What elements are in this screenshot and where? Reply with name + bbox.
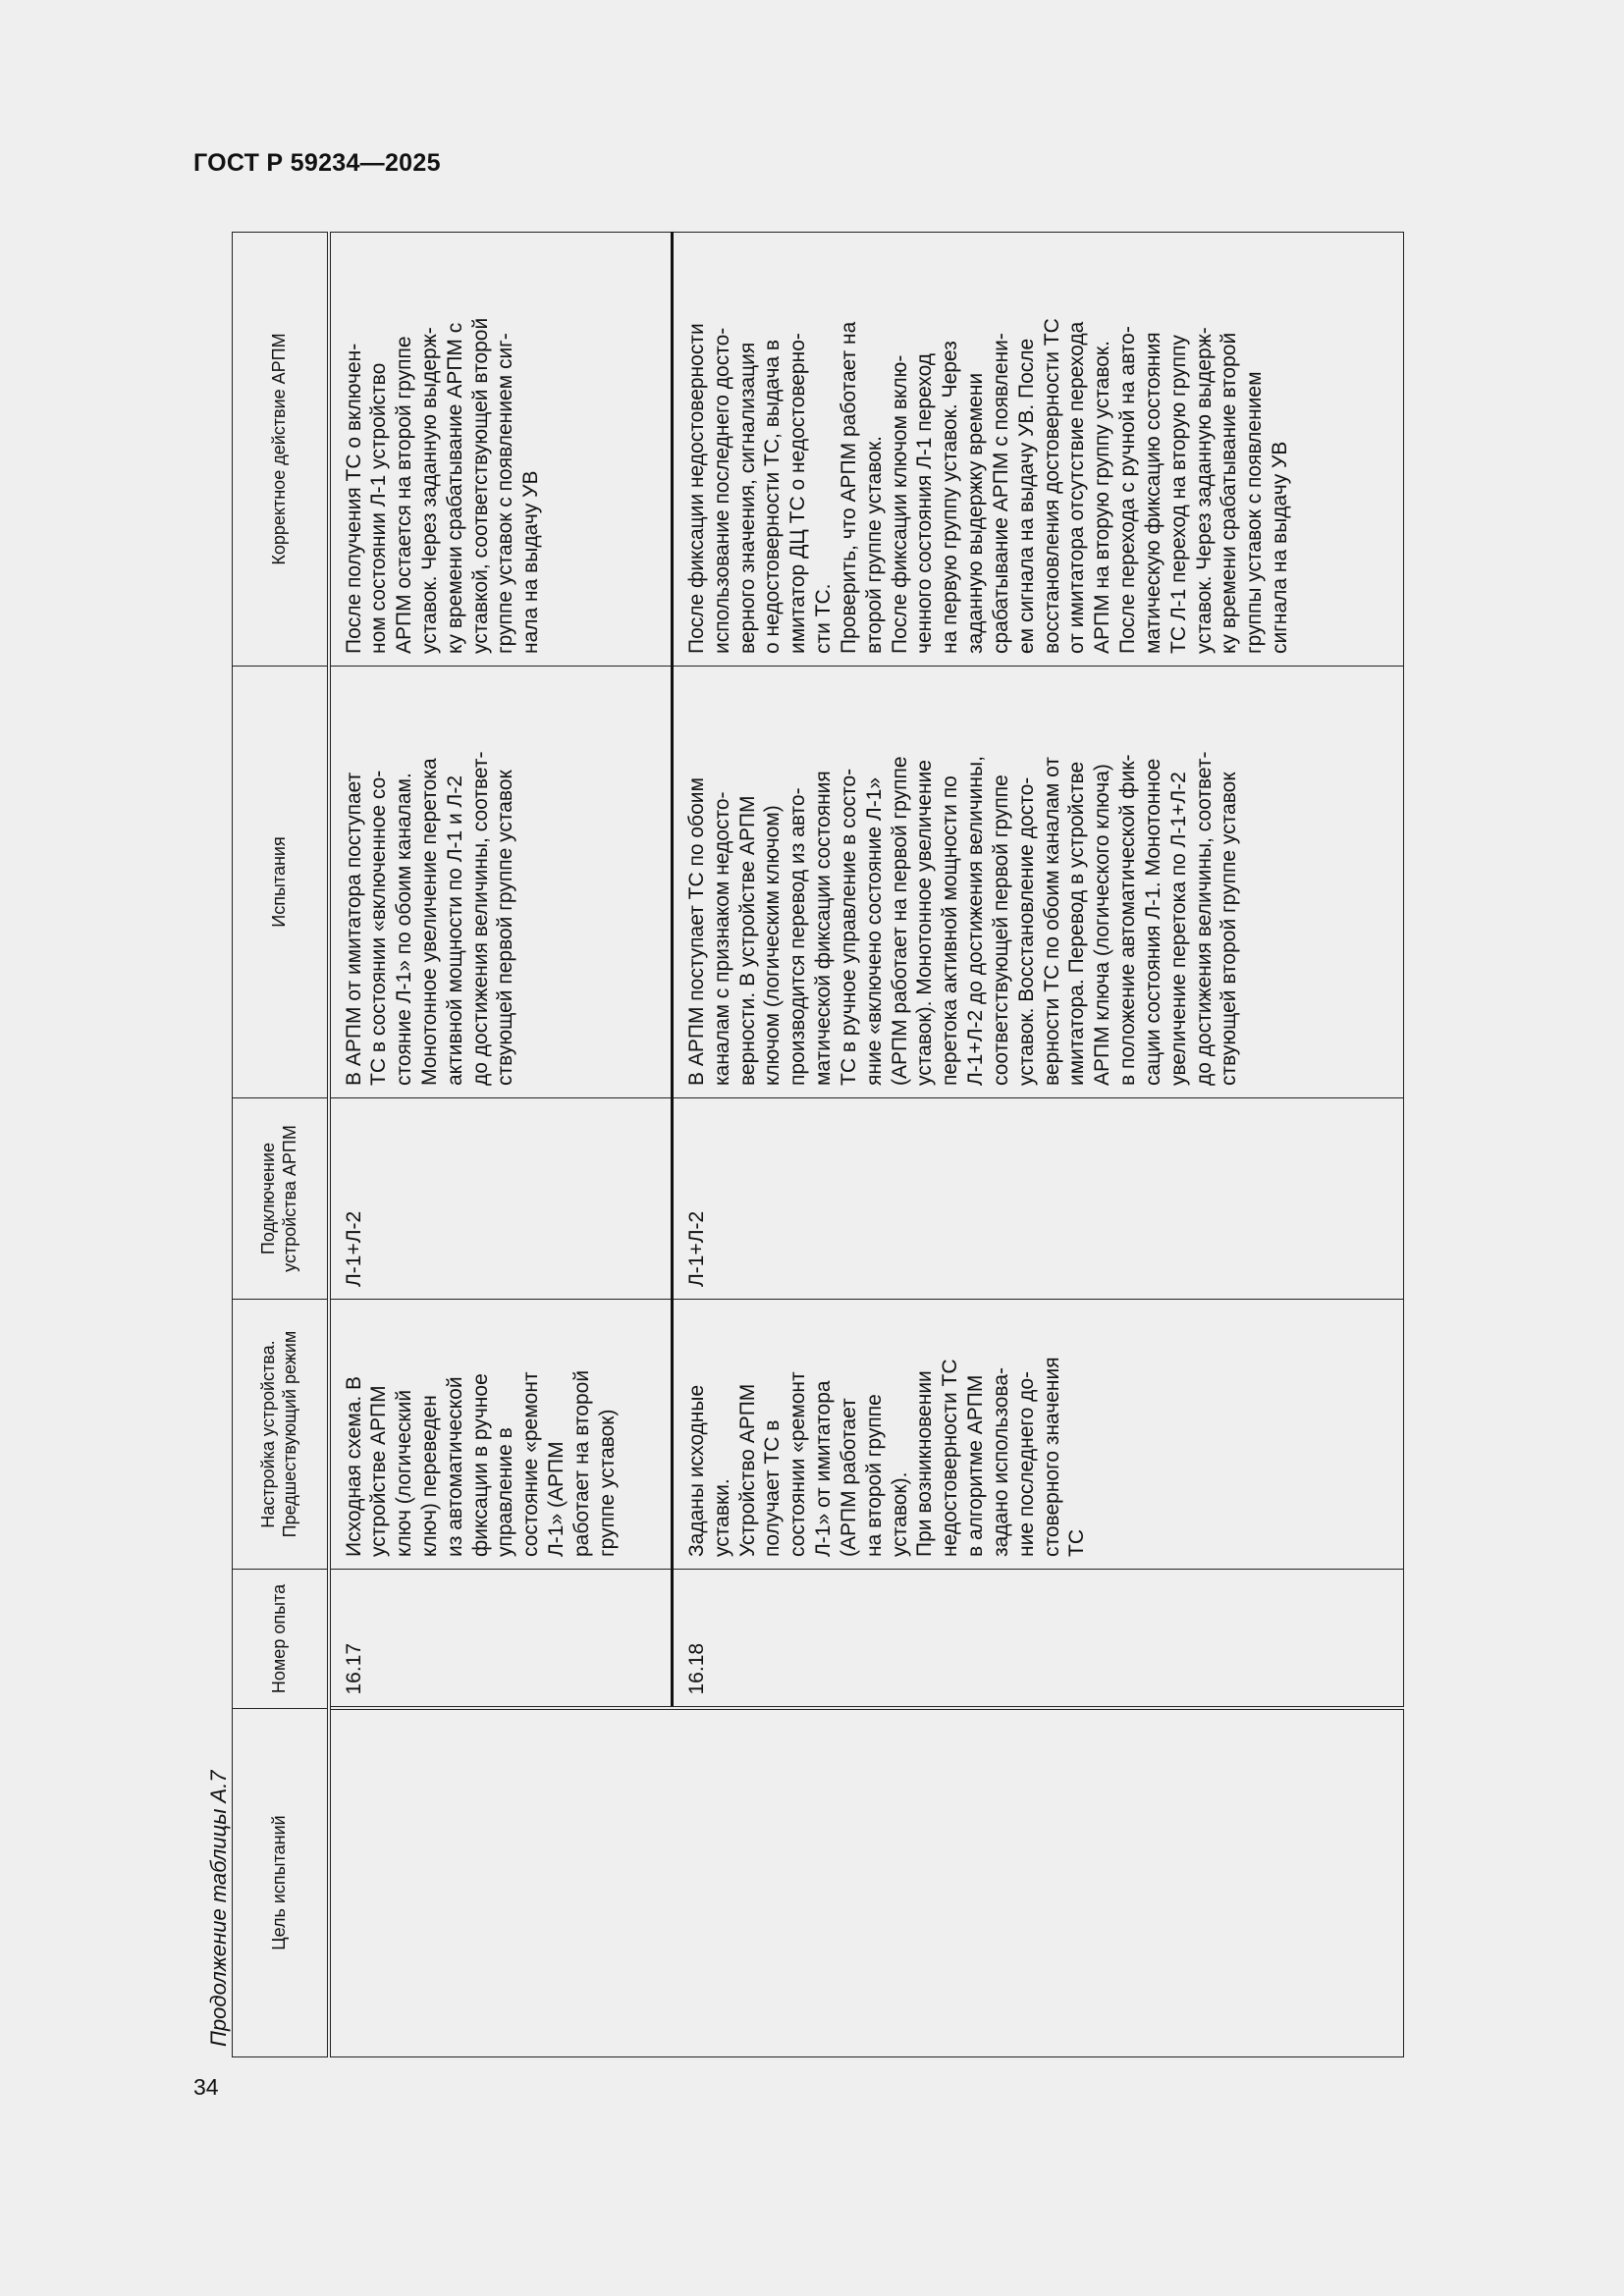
connection-cell: Л-1+Л-2 — [673, 1098, 1404, 1300]
table-row — [329, 233, 673, 2057]
column-header-setup: Настройка устройства. Предшествующий режим — [233, 1300, 329, 1570]
test-number-cell: 16.18 — [673, 1570, 1404, 1709]
correct-action-cell: После фиксации недостоверности использование последнего досто- верного значения, сигнализация о недостоверности ТС, выдача в имитатор ДЦ ТС о недостоверно- сти ТС. Проверить, что АРПМ работает на второй группе уставок. После фиксации ключом вклю- ченного состояния Л-1 переход на первую группу уставок. Через заданную выдержку времени срабатывание АРПМ с появлени- ем сигнала на выдачу УВ. После восстановления достоверности ТС от имитатора отсутствие перехода АРПМ на вторую группу уставок. После перехода с ручной на авто- матическую фиксацию состояния ТС Л-1 переход на вторую группу уставок. Через заданную выдерж- ку времени срабатывание второй группы уставок с появлением сигнала на выдачу УВ — [673, 233, 1404, 667]
test-number-cell: 16.17 — [329, 1570, 673, 1709]
setup-cell: Исходная схема. В устройстве АРПМ ключ (логический ключ) переведен из автоматической фиксации в ручное управление в состояние «ремонт Л-1» (АРПМ работает на второй группе уставок) — [329, 1300, 673, 1570]
column-header-number: Номер опыта — [233, 1570, 329, 1709]
test-table — [232, 232, 1404, 2057]
column-header-test: Испытания — [233, 667, 329, 1098]
table-header-row — [233, 233, 329, 2057]
page-number: 34 — [193, 2074, 219, 2100]
correct-action-cell: После получения ТС о включен- ном состоянии Л-1 устройство АРПМ остается на второй группе уставок. Через заданную выдерж- ку времени срабатывание АРПМ с уставкой, соответствующей второй группе уставок с появлением сиг- нала на выдачу УВ — [329, 233, 673, 667]
document-title: ГОСТ Р 59234—2025 — [193, 149, 441, 177]
rotated-table-container — [232, 233, 1403, 2057]
test-description-cell: В АРПМ поступает ТС по обоим каналам с признаком недосто- верности. В устройстве АРПМ ключом (логическим ключом) производится перевод из авто- матической фиксации состояния ТС в ручное управление в состо- яние «включено состояние Л-1» (АРПМ работает на первой группе уставок). Монотонное увеличение перетока активной мощности по Л-1+Л-2 до достижения величины, соответствующей первой группе уставок. Восстановление досто- верности ТС по обоим каналам от имитатора. Перевод в устройстве АРПМ ключа (логического ключа) в положение автоматической фик- сации состояния Л-1. Монотонное увеличение перетока по Л-1+Л-2 до достижения величины, соответ- ствующей второй группе уставок — [673, 667, 1404, 1098]
column-header-action: Корректное действие АРПМ — [233, 233, 329, 667]
purpose-cell — [329, 1709, 1404, 2057]
table-continuation-caption: Продолжение таблицы А.7 — [206, 1770, 231, 2047]
column-header-connection: Подключение устройства АРПМ — [233, 1098, 329, 1300]
connection-cell: Л-1+Л-2 — [329, 1098, 673, 1300]
setup-cell: Заданы исходные уставки. Устройство АРПМ получает ТС в состоянии «ремонт Л-1» от имитатора (АРПМ работает на второй группе уставок). При возникновении недостоверности ТС в алгоритме АРПМ задано использова- ние последнего до- стоверного значения ТС — [673, 1300, 1404, 1570]
test-description-cell: В АРПМ от имитатора поступает ТС в состоянии «включенное со- стояние Л-1» по обоим каналам. Монотонное увеличение перетока активной мощности по Л-1 и Л-2 до достижения величины, соответ- ствующей первой группе уставок — [329, 667, 673, 1098]
column-header-purpose: Цель испытаний — [233, 1709, 329, 2057]
